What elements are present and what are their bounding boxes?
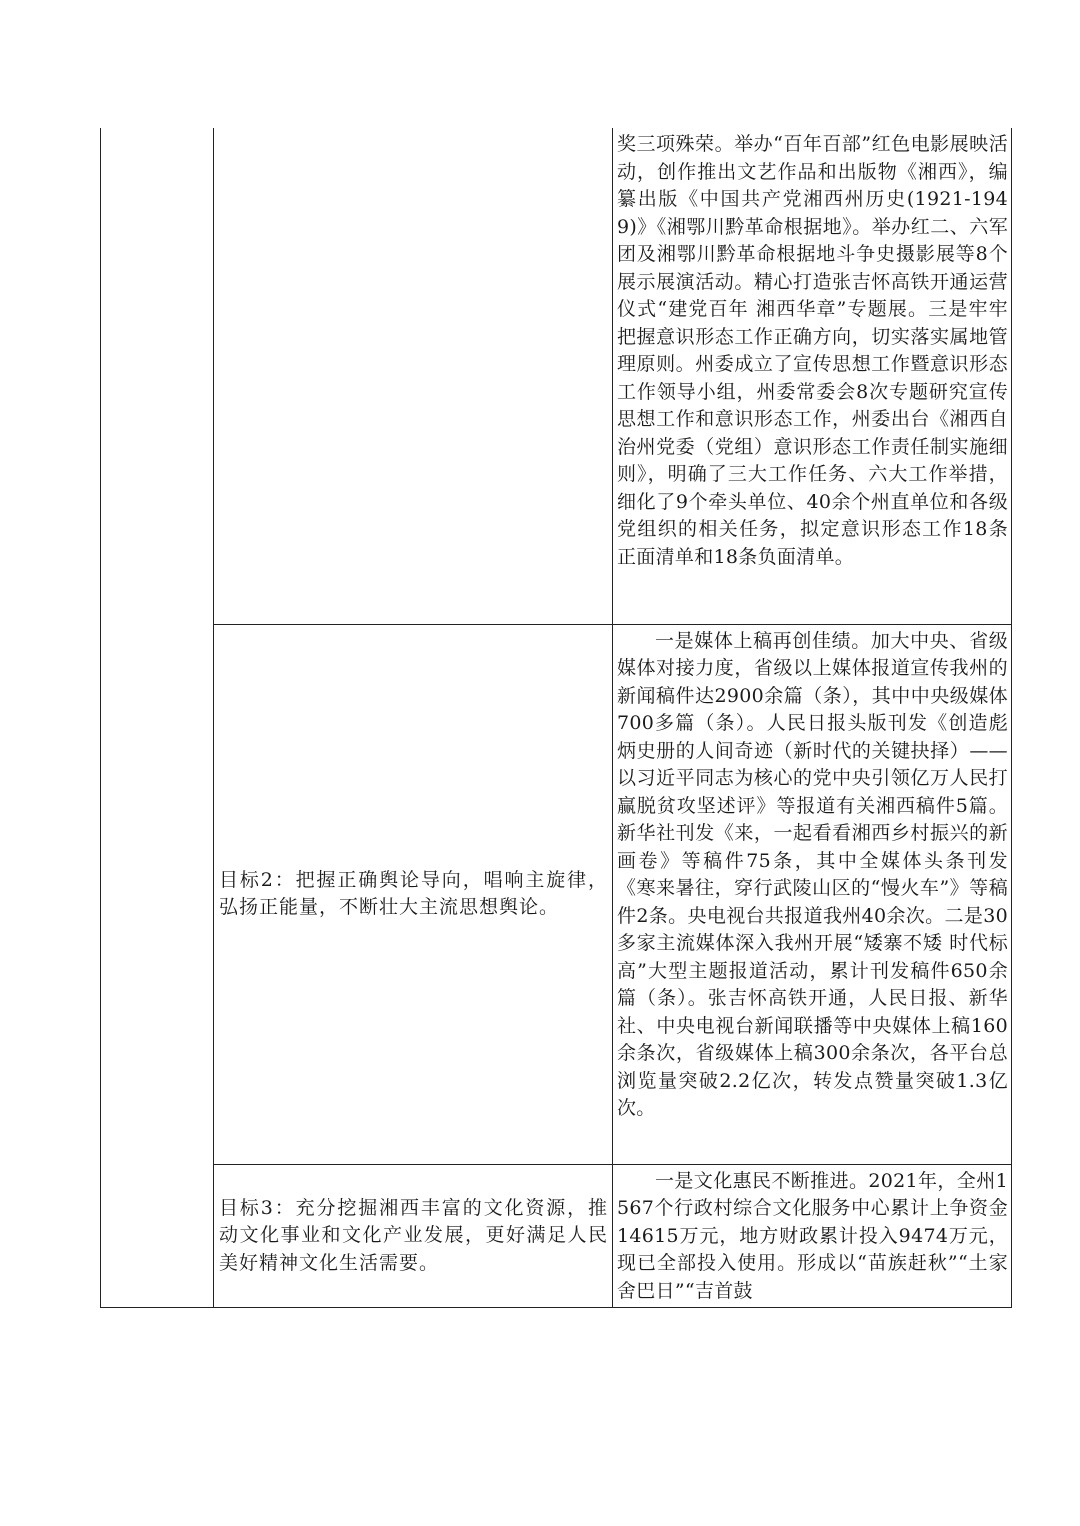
goal-cell	[214, 1164, 613, 1308]
goal-text: 目标3：充分挖掘湘西丰富的文化资源，推动文化事业和文化产业发展，更好满足人民美好精神文化生活需要。	[219, 1196, 608, 1274]
goal-cell	[214, 128, 613, 624]
performance-table	[100, 128, 1012, 1308]
content-cell	[613, 1164, 1012, 1308]
content-cell	[613, 128, 1012, 624]
table-row	[101, 624, 1012, 1164]
category-cell	[101, 128, 214, 1308]
content-text: 一是文化惠民不断推进。2021年，全州1567个行政村综合文化服务中心累计上争资金14615万元，地方财政累计投入9474万元，现已全部投入使用。形成以“苗族赶秋”“土家舍巴日”“吉首鼓	[617, 1169, 1008, 1302]
content-cell	[613, 624, 1012, 1164]
table-row	[101, 128, 1012, 624]
goal-text: 目标2：把握正确舆论导向，唱响主旋律，弘扬正能量，不断壮大主流思想舆论。	[219, 868, 608, 918]
content-text: 奖三项殊荣。举办“百年百部”红色电影展映活动，创作推出文艺作品和出版物《湘西》，编纂出版《中国共产党湘西州历史(1921-1949)》《湘鄂川黔革命根据地》。举办红二、六军团及湘鄂川黔革命根据地斗争史摄影展等8个展示展演活动。精心打造张吉怀高铁开通运营仪式“建党百年 湘西华章”专题展。三是牢牢把握意识形态工作正确方向，切实落实属地管理原则。州委成立了宣传思想工作暨意识形态工作领导小组，州委常委会8次专题研究宣传思想工作和意识形态工作，州委出台《湘西自治州党委（党组）意识形态工作责任制实施细则》，明确了三大工作任务、六大工作举措，细化了9个牵头单位、40余个州直单位和各级党组织的相关任务，拟定意识形态工作18条正面清单和18条负面清单。	[617, 133, 1008, 568]
table-row	[101, 1164, 1012, 1308]
content-text: 一是媒体上稿再创佳绩。加大中央、省级媒体对接力度，省级以上媒体报道宣传我州的新闻稿件达2900余篇（条），其中中央级媒体700多篇（条）。人民日报头版刊发《创造彪炳史册的人间奇迹（新时代的关键抉择）——以习近平同志为核心的党中央引领亿万人民打赢脱贫攻坚述评》等报道有关湘西稿件5篇。新华社刊发《来，一起看看湘西乡村振兴的新画卷》等稿件75条，其中全媒体头条刊发《寒来暑往，穿行武陵山区的“慢火车”》等稿件2条。央电视台共报道我州40余次。二是30多家主流媒体深入我州开展“矮寨不矮 时代标高”大型主题报道活动，累计刊发稿件650余篇（条）。张吉怀高铁开通，人民日报、新华社、中央电视台新闻联播等中央媒体上稿160余条次，省级媒体上稿300余条次，各平台总浏览量突破2.2亿次，转发点赞量突破1.3亿次。	[617, 629, 1008, 1119]
goal-cell	[214, 624, 613, 1164]
